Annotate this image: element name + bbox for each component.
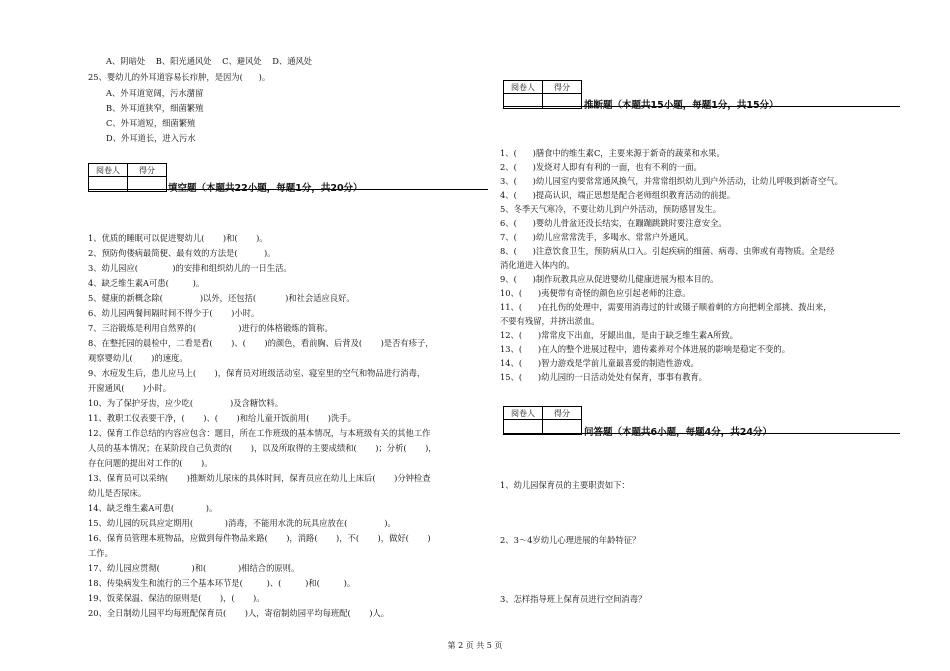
fill-item-13: 13、保育员可以采纳( )推断幼儿尿床的具体时间，保育员应在幼儿上床后( )分钟检查 bbox=[88, 473, 431, 483]
qa-section-title: 问答题（本题共6小题，每题4分，共24分） bbox=[584, 427, 772, 438]
fill-item-5: 5、健康的新概念除( )以外，还包括( )和社会适应良好。 bbox=[88, 293, 355, 303]
fill-item-7: 7、三浴锻炼是利用自然界的( )进行的体格锻炼的简称。 bbox=[88, 323, 333, 333]
judge-item-12: 12、( )常常皮下出血，牙龈出血，是由于缺乏维生素A所致。 bbox=[500, 330, 738, 340]
judge-item-4: 4、( )提高认识，端正思想是配合老师组织教育活动的前提。 bbox=[500, 190, 736, 200]
fill-item-8-cont: 观察婴幼儿( )的速度。 bbox=[88, 353, 188, 363]
fill-item-10: 10、为了保护牙齿，应少吃( )及含糖饮料。 bbox=[88, 398, 284, 408]
judge-item-13: 13、( )在人的整个进展过程中，遗传素养对个体进展的影响是稳定不变的。 bbox=[500, 344, 791, 354]
qa-item-1: 1、幼儿园保育员的主要职责如下： bbox=[500, 480, 630, 490]
score-label: 得分 bbox=[543, 81, 582, 94]
fill-item-17: 17、幼儿园应贯彻( )和( )相结合的原则。 bbox=[88, 563, 300, 573]
judge-item-11: 11、( )在扎伤的处理中，需要用消毒过的针或镊子顺着刺的方向把刺全部挑、拨出来， bbox=[500, 302, 832, 312]
judge-item-11-cont: 不要有残留，并挤出淤血。 bbox=[500, 316, 600, 326]
judge-item-8: 8、( )注意饮食卫生，预防病从口入。引起疾病的细菌、病毒、虫卵或有毒物质。全是经 bbox=[500, 246, 835, 256]
fill-item-18: 18、传染病发生和流行的三个基本环节是( )、( )和( )。 bbox=[88, 578, 356, 588]
grader-label: 阅卷人 bbox=[504, 81, 543, 94]
judge-item-8-cont: 消化道进入体内的。 bbox=[500, 260, 575, 270]
judge-item-9: 9、( )制作玩教具应从促进婴幼儿健康进展为根本目的。 bbox=[500, 274, 719, 284]
score-label: 得分 bbox=[543, 407, 582, 420]
fill-item-12-cont-2: 存在问题的提出对工作的( )。 bbox=[88, 458, 213, 468]
fill-item-16: 16、保育员管理本班物品，应做到每件物品来路( )，消路( )，不( )，做好( ) bbox=[88, 533, 431, 543]
grader-label: 阅卷人 bbox=[504, 407, 543, 420]
judge-item-6: 6、( )婴幼儿骨盆还没长结实，在蹦蹦跳跳时要注意安全。 bbox=[500, 218, 727, 228]
question-25-option-a: A、外耳道宽阔，污水潴留 bbox=[106, 88, 204, 98]
option-line-24: A、阴暗处 B、阳光通风处 C、避风处 D、通风处 bbox=[106, 56, 313, 66]
score-box-fill bbox=[88, 163, 167, 192]
fill-item-6: 6、幼儿园两餐间隔时间不得少于( )小时。 bbox=[88, 308, 260, 318]
fill-item-12-cont-1: 人员的基本情况；在某阶段自己负责的( )，以及所取得的主要成绩和( )；分析( )， bbox=[88, 443, 437, 453]
judge-item-10: 10、( )夷便带有奇怪的颜色应引起老师的注意。 bbox=[500, 288, 691, 298]
qa-item-2: 2、3～4岁幼儿心理进展的年龄特征？ bbox=[500, 535, 641, 545]
score-label: 得分 bbox=[128, 164, 167, 177]
score-box-judge bbox=[503, 80, 582, 109]
fill-item-19: 19、饭菜保温、保洁的原则是( )，( )。 bbox=[88, 593, 265, 603]
fill-blank-section-title: 填空题（本题共22小题，每题1分，共20分） bbox=[168, 183, 363, 194]
question-25-option-d: D、外耳道长，进入污水 bbox=[106, 133, 196, 143]
judge-item-1: 1、( )膳食中的维生素C，主要来源于新奇的蔬菜和水果。 bbox=[500, 148, 725, 158]
fill-item-13-cont: 幼儿是否尿床。 bbox=[88, 488, 147, 498]
fill-item-12: 12、保育工作总结的内容应包含：题目，所在工作班级的基本情况，与本班级有关的其他工作 bbox=[88, 428, 431, 438]
fill-item-1: 1、优质的睡眠可以促进婴幼儿( )和( )。 bbox=[88, 233, 268, 243]
fill-item-3: 3、幼儿园应( )的安排和组织幼儿的一日生活。 bbox=[88, 263, 292, 273]
fill-item-8: 8、在整托园的晨检中，二看是看( )、( )的颜色，看前胸、后背及( )是否有疹子， bbox=[88, 338, 434, 348]
question-25: 25、婴幼儿的外耳道容易长疖肿，是因为( )。 bbox=[88, 72, 271, 82]
grader-label: 阅卷人 bbox=[89, 164, 128, 177]
judge-item-7: 7、( )幼儿应常常洗手，多喝水、常常户外通风。 bbox=[500, 232, 694, 242]
score-box-qa bbox=[503, 406, 582, 435]
judge-section-title: 推断题（本题共15小题，每题1分，共15分） bbox=[584, 100, 779, 111]
fill-item-2: 2、预防佝偻病最简便、最有效的方法是( )。 bbox=[88, 248, 276, 258]
qa-item-3: 3、怎样指导班上保育员进行空间消毒？ bbox=[500, 594, 647, 604]
fill-item-20: 20、全日制幼儿园平均每班配保育员( )人，寄宿制幼园平均每班配( )人。 bbox=[88, 608, 390, 618]
judge-item-14: 14、( )智力游戏是学前儿童最喜爱的制造性游戏。 bbox=[500, 358, 699, 368]
fill-item-11: 11、教职工仪表要干净，( )、( )和给儿童开饭前用( )洗手。 bbox=[88, 413, 356, 423]
question-25-option-c: C、外耳道短，细菌繁殖 bbox=[106, 118, 196, 128]
fill-item-4: 4、缺乏维生素A可患( )。 bbox=[88, 278, 205, 288]
fill-item-9-cont: 开窗通风( )小时。 bbox=[88, 383, 172, 393]
judge-item-3: 3、( )幼儿园室内要常常通风换气，并常常组织幼儿到户外活动，让幼儿呼吸到新奇空气。 bbox=[500, 176, 843, 186]
fill-item-16-cont: 工作。 bbox=[88, 548, 113, 558]
question-25-option-b: B、外耳道狭窄，细菌繁殖 bbox=[106, 103, 204, 113]
page-footer: 第 2 页 共 5 页 bbox=[447, 641, 503, 650]
judge-item-5: 5、冬季天气寒冷，不要让幼儿到户外活动，预防感冒发生。 bbox=[500, 204, 721, 214]
fill-item-9: 9、水痘发生后，患儿应马上( )，保育员对班级活动室、寝室里的空气和物品进行消毒， bbox=[88, 368, 426, 378]
judge-item-2: 2、( )发烧对人即有有利的一面，也有不利的一面。 bbox=[500, 162, 702, 172]
fill-item-14: 14、缺乏维生素A可患( )。 bbox=[88, 503, 218, 513]
fill-item-15: 15、幼儿园的玩具应定期用( )消毒，不能用水洗的玩具应放在( )。 bbox=[88, 518, 396, 528]
judge-item-15: 15、( )幼儿园的一日活动处处有保育，事事有教育。 bbox=[500, 372, 708, 382]
